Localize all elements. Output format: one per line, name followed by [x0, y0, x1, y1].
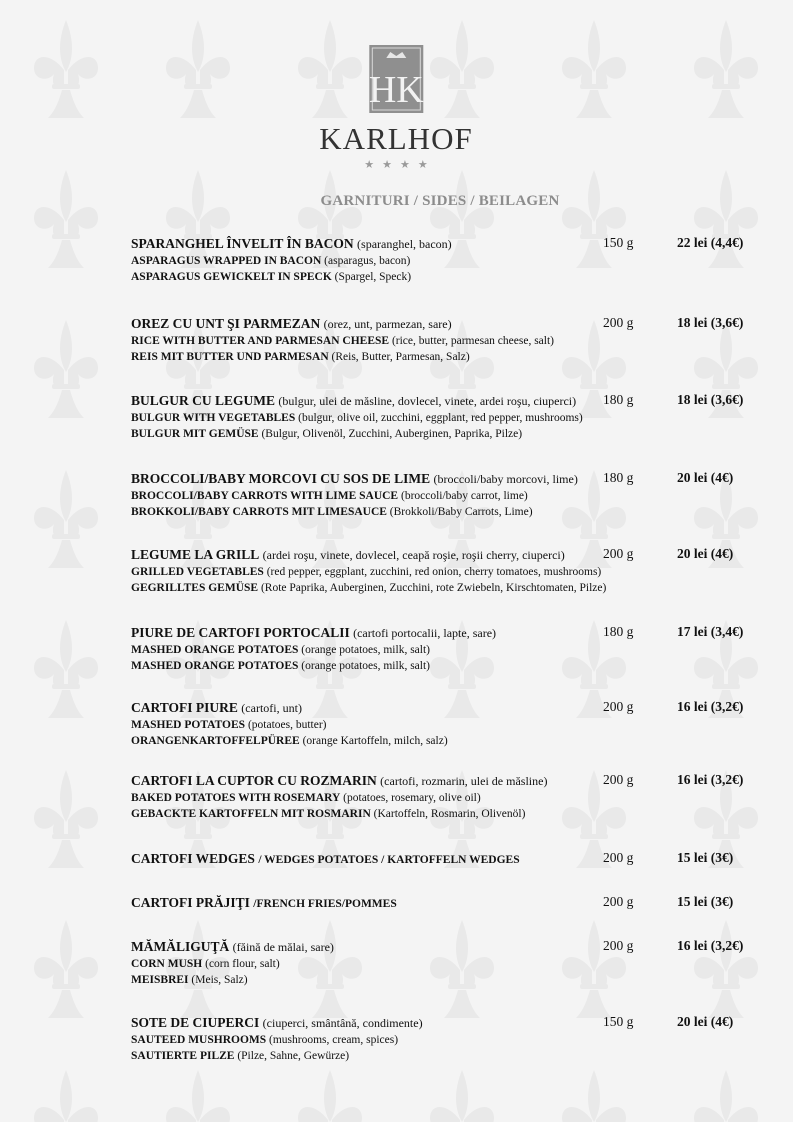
item-translation-line [131, 349, 761, 365]
item-translation-line [131, 972, 761, 988]
item-price: 15 lei (3€) [677, 894, 734, 909]
translation-name: SAUTIERTE PILZE [131, 1050, 235, 1062]
menu-item [131, 315, 761, 365]
item-price: 18 lei (3,6€) [677, 392, 744, 407]
item-weight: 180 g [603, 624, 634, 639]
item-title-line [131, 315, 761, 333]
item-name: BROCCOLI/BABY MORCOVI CU SOS DE LIME [131, 471, 431, 486]
item-price: 20 lei (4€) [677, 470, 734, 485]
item-description: (ciuperci, smântână, condimente) [262, 1016, 423, 1030]
translation-name: BROCCOLI/BABY CARROTS WITH LIME SAUCE [131, 490, 399, 502]
item-name: SPARANGHEL ÎNVELIT ÎN BACON [131, 236, 354, 251]
item-description: (sparanghel, bacon) [357, 237, 452, 251]
item-description: (broccoli/baby morcovi, lime) [433, 472, 578, 486]
item-weight: 200 g [603, 315, 634, 330]
item-translation-line [131, 658, 761, 674]
item-name: SOTE DE CIUPERCI [131, 1015, 260, 1030]
menu-item [131, 235, 761, 285]
item-name: CARTOFI PRĂJIŢI [131, 895, 250, 910]
translation-name: MASHED POTATOES [131, 719, 246, 731]
item-title-line [131, 470, 761, 488]
logo [319, 44, 472, 171]
item-title-line [131, 1014, 761, 1032]
item-weight: 200 g [603, 772, 634, 787]
item-translation-line [131, 956, 761, 972]
translation-description: (red pepper, eggplant, zucchini, red onion, cherry tomatoes, mushrooms) [266, 566, 602, 578]
translation-description: (Kartoffeln, Rosmarin, Olivenöl) [373, 808, 526, 820]
item-weight: 200 g [603, 894, 634, 909]
translation-description: (Pilze, Sahne, Gewürze) [237, 1050, 350, 1062]
menu-item [131, 772, 761, 822]
item-description: (făină de mălai, sare) [232, 940, 334, 954]
item-translation-line [131, 504, 761, 520]
item-title-line [131, 699, 761, 717]
menu-item [131, 624, 761, 674]
translation-description: (rice, butter, parmesan cheese, salt) [391, 335, 554, 347]
item-description: (cartofi, unt) [241, 701, 302, 715]
translation-description: (asparagus, bacon) [324, 255, 411, 267]
translation-name: ASPARAGUS WRAPPED IN BACON [131, 255, 322, 267]
translation-description: (corn flour, salt) [205, 958, 280, 970]
item-translation-line [131, 269, 761, 285]
item-description: /FRENCH FRIES/POMMES [253, 898, 397, 910]
item-translation-line [131, 488, 761, 504]
menu-item [131, 699, 761, 749]
translation-name: SAUTEED MUSHROOMS [131, 1034, 267, 1046]
menu-item [131, 850, 761, 869]
translation-name: BAKED POTATOES WITH ROSEMARY [131, 792, 341, 804]
item-translation-line [131, 1032, 761, 1048]
item-translation-line [131, 580, 761, 596]
hk-monogram-icon [368, 44, 424, 114]
section-title: GARNITURI / SIDES / BEILAGEN [320, 193, 560, 209]
translation-name: BULGUR WITH VEGETABLES [131, 412, 296, 424]
item-weight: 200 g [603, 546, 634, 561]
translation-name: BROKKOLI/BABY CARROTS MIT LIMESAUCE [131, 506, 387, 518]
item-translation-line [131, 1048, 761, 1064]
item-description: (ardei roşu, vinete, dovlecel, ceapă roşie, roşii cherry, ciuperci) [262, 548, 565, 562]
item-description: (orez, unt, parmezan, sare) [323, 317, 452, 331]
menu-item [131, 1014, 761, 1064]
item-price: 16 lei (3,2€) [677, 772, 744, 787]
item-price: 15 lei (3€) [677, 850, 734, 865]
item-price: 17 lei (3,4€) [677, 624, 744, 639]
translation-name: MEISBREI [131, 974, 189, 986]
item-title-line [131, 772, 761, 790]
menu-item [131, 894, 761, 913]
item-description: / WEDGES POTATOES / KARTOFFELN WEDGES [258, 854, 520, 866]
translation-name: GRILLED VEGETABLES [131, 566, 264, 578]
translation-name: ORANGENKARTOFFELPÜREE [131, 735, 300, 747]
translation-description: (broccoli/baby carrot, lime) [400, 490, 528, 502]
item-name: OREZ CU UNT ŞI PARMEZAN [131, 316, 321, 331]
item-title-line [131, 624, 761, 642]
menu-item [131, 546, 761, 596]
item-weight: 200 g [603, 850, 634, 865]
item-title-line [131, 392, 761, 410]
item-weight: 200 g [603, 938, 634, 953]
item-title-line [131, 894, 761, 913]
item-weight: 150 g [603, 1014, 634, 1029]
monogram-text: HK [368, 69, 424, 111]
item-title-line [131, 938, 761, 956]
hotel-stars: ★★★★ [364, 159, 436, 171]
item-name: CARTOFI LA CUPTOR CU ROZMARIN [131, 773, 377, 788]
item-translation-line [131, 253, 761, 269]
item-name: PIURE DE CARTOFI PORTOCALII [131, 625, 350, 640]
translation-description: (orange potatoes, milk, salt) [301, 660, 430, 672]
item-description: (cartofi portocalii, lapte, sare) [353, 626, 497, 640]
item-weight: 180 g [603, 470, 634, 485]
menu-item [131, 392, 761, 442]
translation-description: (orange potatoes, milk, salt) [301, 644, 430, 656]
translation-description: (orange Kartoffeln, milch, salz) [302, 735, 448, 747]
item-translation-line [131, 426, 761, 442]
item-title-line [131, 235, 761, 253]
brand-name: KARLHOF [319, 121, 473, 156]
translation-description: (Meis, Salz) [191, 974, 248, 986]
translation-description: (potatoes, rosemary, olive oil) [343, 792, 481, 804]
translation-name: MASHED ORANGE POTATOES [131, 644, 299, 656]
item-name: MĂMĂLIGUŢĂ [131, 939, 230, 954]
item-price: 20 lei (4€) [677, 1014, 734, 1029]
item-translation-line [131, 564, 761, 580]
menu-item [131, 470, 761, 520]
item-weight: 150 g [603, 235, 634, 250]
translation-description: (potatoes, butter) [247, 719, 327, 731]
item-price: 22 lei (4,4€) [677, 235, 744, 250]
translation-description: (Rote Paprika, Auberginen, Zucchini, rote Zwiebeln, Kirschtomaten, Pilze) [260, 582, 607, 594]
item-title-line [131, 850, 761, 869]
translation-description: (Bulgur, Olivenöl, Zucchini, Auberginen, Paprika, Pilze) [261, 428, 523, 440]
item-translation-line [131, 790, 761, 806]
item-translation-line [131, 717, 761, 733]
item-translation-line [131, 333, 761, 349]
item-description: (bulgur, ulei de măsline, dovlecel, vinete, ardei roşu, ciuperci) [278, 394, 577, 408]
item-translation-line [131, 733, 761, 749]
item-translation-line [131, 410, 761, 426]
translation-name: ASPARAGUS GEWICKELT IN SPECK [131, 271, 332, 283]
translation-name: BULGUR MIT GEMÜSE [131, 428, 259, 440]
item-weight: 180 g [603, 392, 634, 407]
translation-description: (bulgur, olive oil, zucchini, eggplant, red pepper, mushrooms) [298, 412, 583, 424]
translation-name: CORN MUSH [131, 958, 203, 970]
item-weight: 200 g [603, 699, 634, 714]
item-translation-line [131, 806, 761, 822]
translation-name: REIS MIT BUTTER UND PARMESAN [131, 351, 329, 363]
translation-name: MASHED ORANGE POTATOES [131, 660, 299, 672]
translation-description: (Spargel, Speck) [334, 271, 412, 283]
menu-item [131, 938, 761, 988]
item-name: BULGUR CU LEGUME [131, 393, 276, 408]
item-translation-line [131, 642, 761, 658]
translation-description: (mushrooms, cream, spices) [269, 1034, 399, 1046]
item-price: 16 lei (3,2€) [677, 699, 744, 714]
item-description: (cartofi, rozmarin, ulei de măsline) [380, 774, 548, 788]
item-price: 16 lei (3,2€) [677, 938, 744, 953]
item-price: 18 lei (3,6€) [677, 315, 744, 330]
item-name: CARTOFI PIURE [131, 700, 238, 715]
item-name: LEGUME LA GRILL [131, 547, 260, 562]
translation-description: (Brokkoli/Baby Carrots, Lime) [389, 506, 533, 518]
translation-name: GEBACKTE KARTOFFELN MIT ROSMARIN [131, 808, 371, 820]
translation-name: RICE WITH BUTTER AND PARMESAN CHEESE [131, 335, 390, 347]
item-name: CARTOFI WEDGES [131, 851, 255, 866]
item-price: 20 lei (4€) [677, 546, 734, 561]
item-title-line [131, 546, 761, 564]
translation-name: GEGRILLTES GEMÜSE [131, 582, 259, 594]
translation-description: (Reis, Butter, Parmesan, Salz) [331, 351, 470, 363]
